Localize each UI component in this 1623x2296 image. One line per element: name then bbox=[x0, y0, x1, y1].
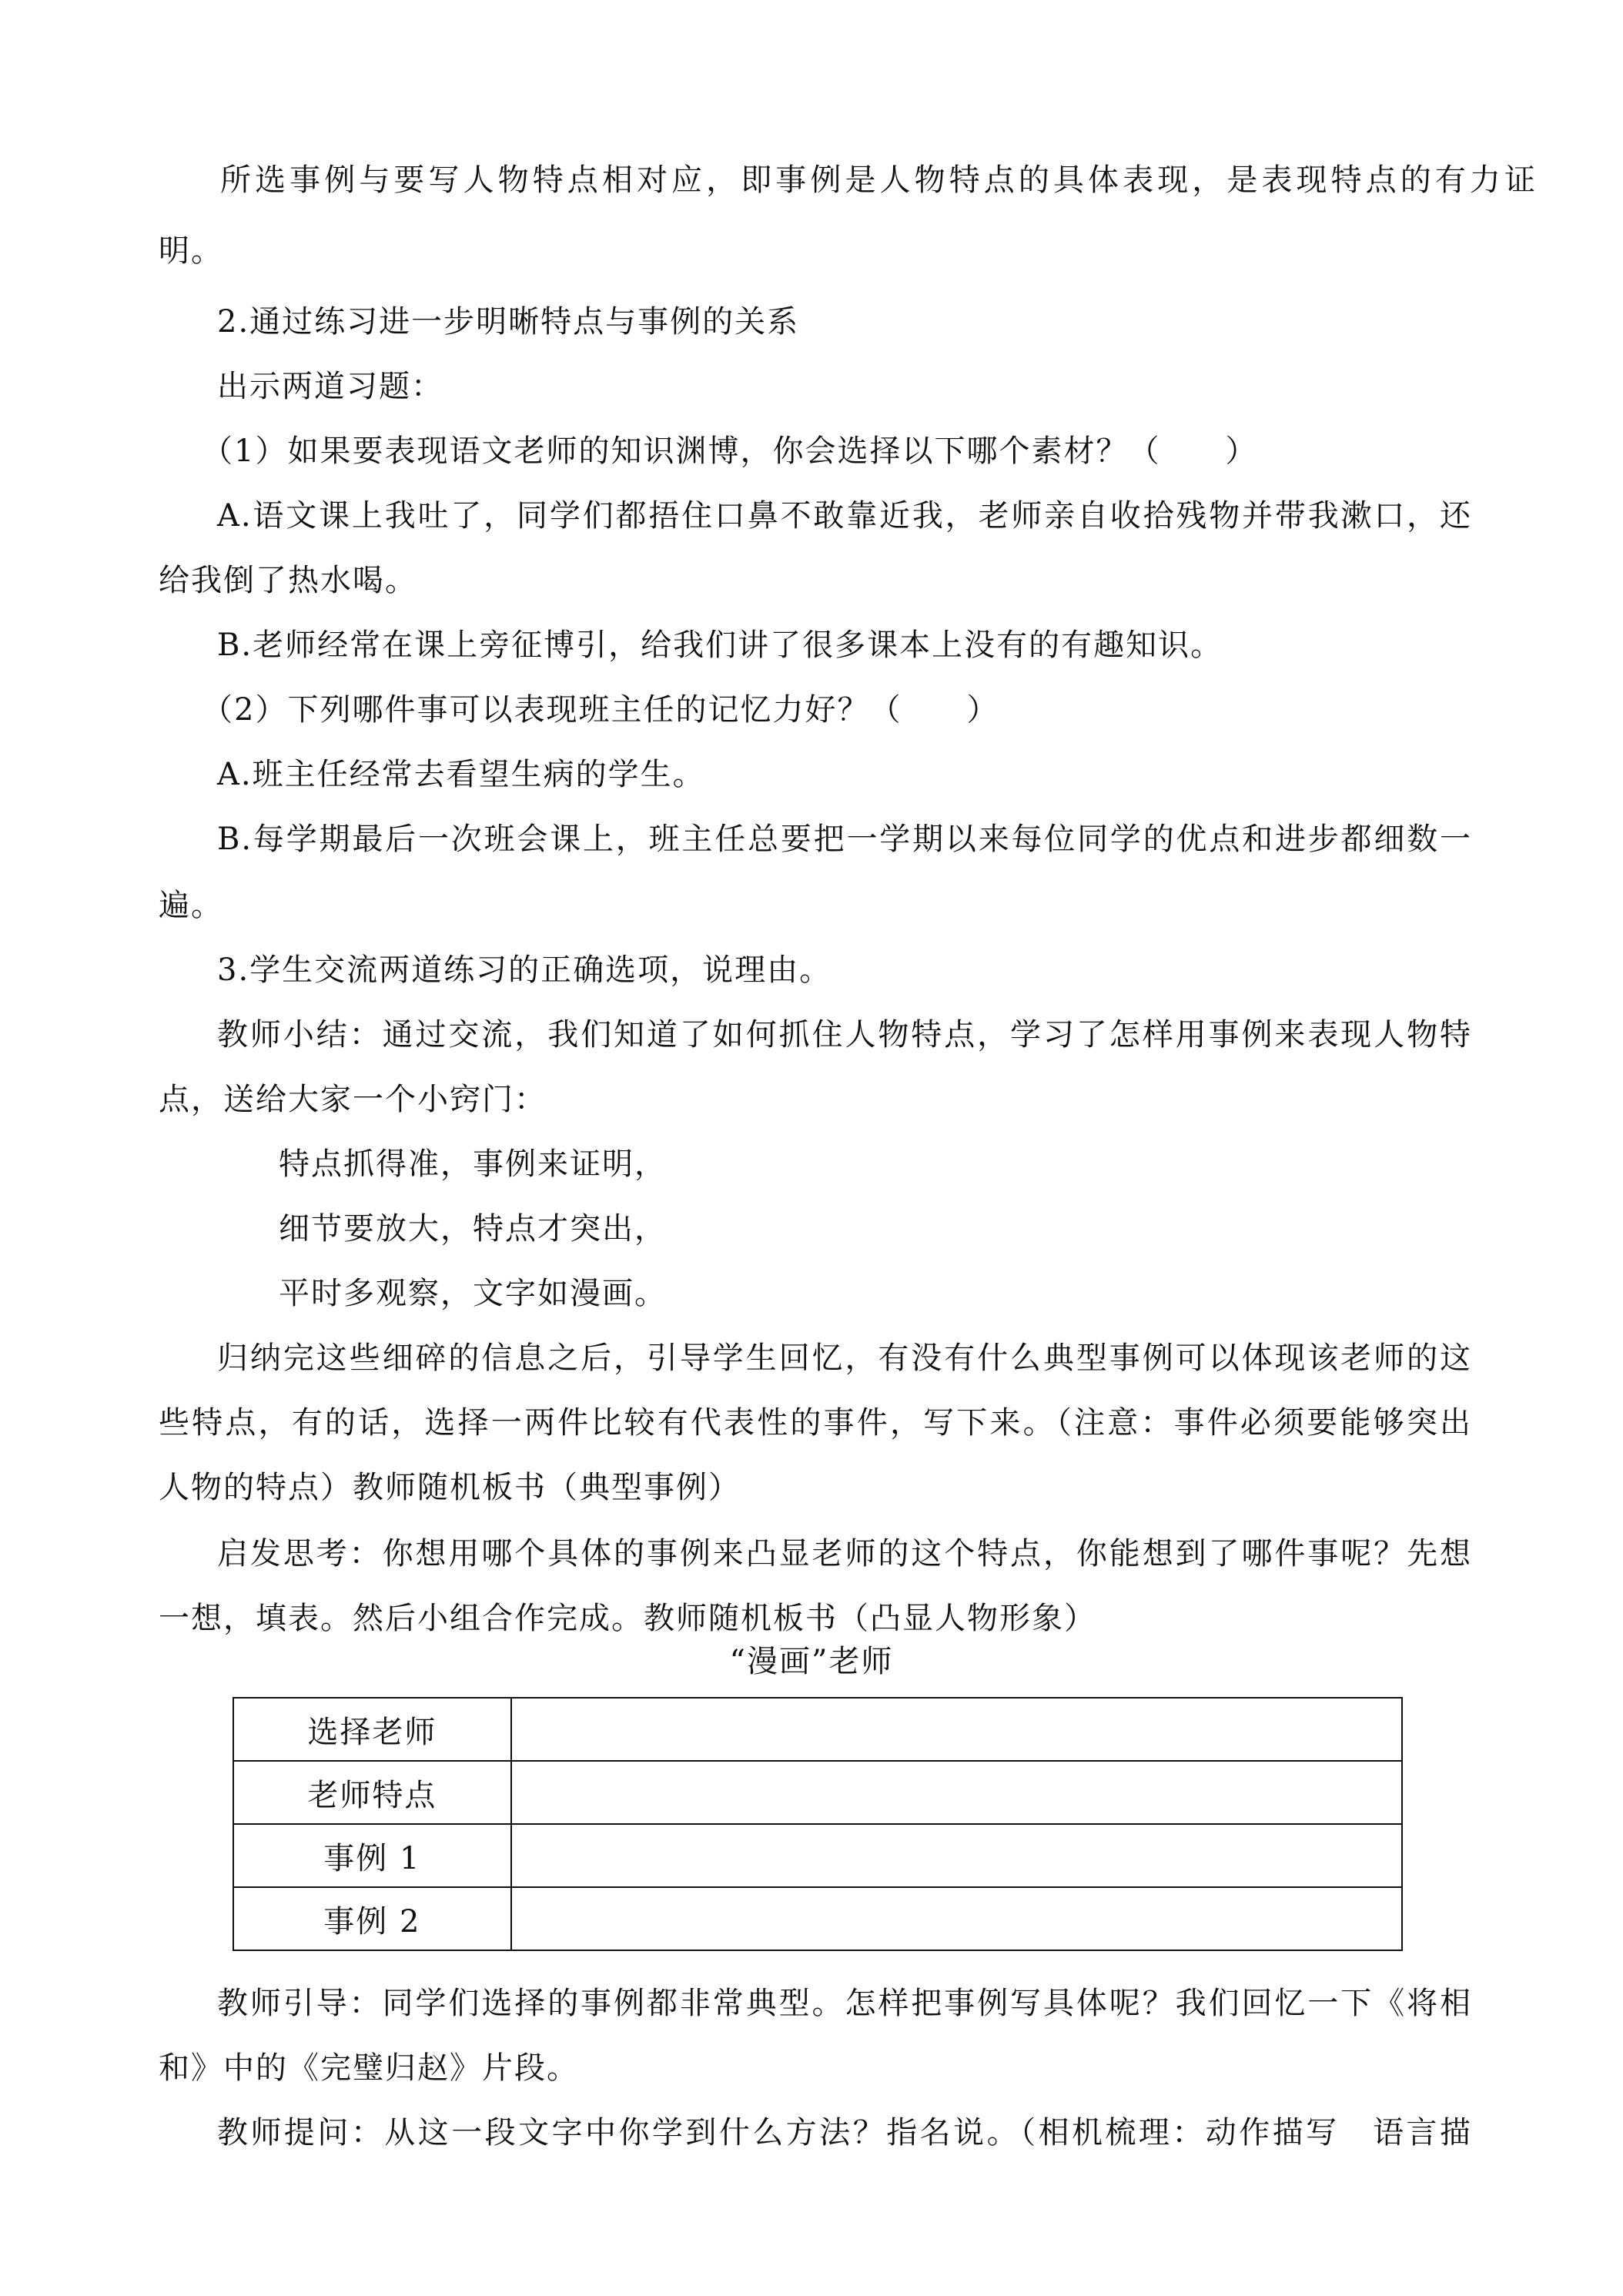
paragraph-line: 启发思考：你想用哪个具体的事例来凸显老师的这个特点，你能想到了哪件事呢？先想 bbox=[217, 1536, 1472, 1571]
paragraph-line: 些特点，有的话，选择一两件比较有代表性的事件，写下来。（注意：事件必须要能够突出 bbox=[159, 1405, 1472, 1441]
paragraph-line: 一想，填表。然后小组合作完成。教师随机板书（凸显人物形象） bbox=[159, 1601, 1096, 1636]
paragraph-line: 教师提问：从这一段文字中你学到什么方法？指名说。（相机梳理：动作描写 语言描 bbox=[217, 2115, 1472, 2150]
section-heading: 3.学生交流两道练习的正确选项，说理由。 bbox=[217, 952, 832, 988]
paragraph-line: 出示两道习题： bbox=[217, 369, 443, 404]
paragraph-line: 和》中的《完璧归赵》片段。 bbox=[159, 2050, 579, 2086]
table-row bbox=[233, 1824, 1402, 1887]
verse-line: 细节要放大，特点才突出， bbox=[279, 1211, 667, 1247]
exercise-option: 遍。 bbox=[159, 888, 223, 923]
exercise-option: B.老师经常在课上旁征博引，给我们讲了很多课本上没有的有趣知识。 bbox=[217, 628, 1223, 663]
table-row-label: 老师特点 bbox=[233, 1761, 511, 1824]
table-row-label: 选择老师 bbox=[233, 1698, 511, 1761]
table-row-label: 事例 2 bbox=[233, 1887, 511, 1950]
table-cell-empty[interactable] bbox=[511, 1698, 1402, 1761]
exercise-option: B.每学期最后一次班会课上，班主任总要把一学期以来每位同学的优点和进步都细数一 bbox=[217, 822, 1472, 857]
verse-line: 特点抓得准，事例来证明， bbox=[279, 1146, 667, 1182]
exercise-option: A.班主任经常去看望生病的学生。 bbox=[217, 757, 705, 792]
verse-line: 平时多观察，文字如漫画。 bbox=[279, 1276, 667, 1311]
paragraph-line: 人物的特点）教师随机板书（典型事例） bbox=[159, 1470, 741, 1505]
exercise-option: A.语文课上我吐了，同学们都捂住口鼻不敢靠近我，老师亲自收拾残物并带我漱口，还 bbox=[217, 498, 1472, 534]
section-heading: 2.通过练习进一步明晰特点与事例的关系 bbox=[217, 304, 800, 340]
table-cell-empty[interactable] bbox=[511, 1761, 1402, 1824]
paragraph-line: 教师小结：通过交流，我们知道了如何抓住人物特点，学习了怎样用事例来表现人物特 bbox=[217, 1017, 1472, 1053]
table-cell-empty[interactable] bbox=[511, 1887, 1402, 1950]
exercise-question: （2）下列哪件事可以表现班主任的记忆力好？（ ） bbox=[202, 692, 999, 728]
table-row bbox=[233, 1698, 1402, 1761]
exercise-question: （1）如果要表现语文老师的知识渊博，你会选择以下哪个素材？（ ） bbox=[202, 433, 1258, 469]
paragraph-line: 教师引导：同学们选择的事例都非常典型。怎样把事例写具体呢？我们回忆一下《将相 bbox=[217, 1986, 1472, 2021]
table-row-label: 事例 1 bbox=[233, 1824, 511, 1887]
table-row bbox=[233, 1761, 1402, 1824]
paragraph-line: 明。 bbox=[159, 233, 223, 269]
paragraph-line: 所选事例与要写人物特点相对应，即事例是人物特点的具体表现，是表现特点的有力证 bbox=[220, 162, 1537, 198]
paragraph-line: 点，送给大家一个小窍门： bbox=[159, 1082, 547, 1117]
table-row bbox=[233, 1887, 1402, 1950]
teacher-caricature-table bbox=[233, 1697, 1403, 1951]
table-caption: “漫画”老师 bbox=[729, 1644, 894, 1679]
exercise-option: 给我倒了热水喝。 bbox=[159, 563, 417, 598]
table-cell-empty[interactable] bbox=[511, 1824, 1402, 1887]
paragraph-line: 归纳完这些细碎的信息之后，引导学生回忆，有没有什么典型事例可以体现该老师的这 bbox=[217, 1340, 1472, 1376]
